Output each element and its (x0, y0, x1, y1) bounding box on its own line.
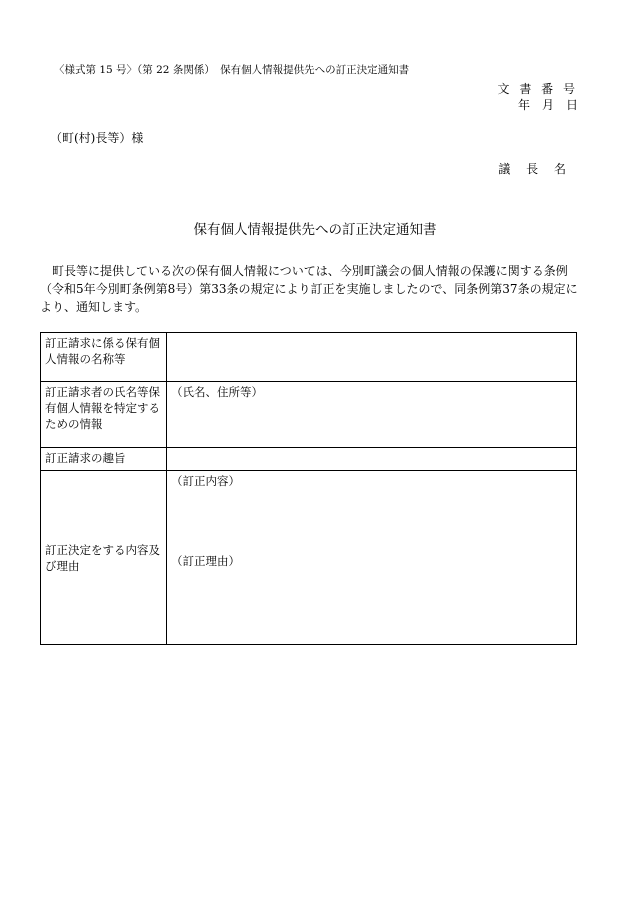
row-value: （氏名、住所等） (167, 382, 577, 448)
row-label: 訂正請求に係る保有個人情報の名称等 (41, 333, 167, 382)
row-value (167, 471, 577, 645)
table-row (41, 382, 577, 448)
form-number-label: 〈様式第 15 号〉（第 22 条関係） 保有個人情報提供先への訂正決定通知書 (54, 64, 410, 76)
body-paragraph: 町長等に提供している次の保有個人情報については、今別町議会の個人情報の保護に関する条例（令和5年今別町条例第8号）第33条の規定により訂正を実施しましたので、同条例第37条の規定により、通知します。 (40, 264, 578, 314)
document-number-label: 文 書 番 号 (497, 82, 578, 96)
row-value (167, 333, 577, 382)
date-label: 年 月 日 (517, 98, 578, 112)
addressee: （町(村)長等）様 (50, 131, 144, 145)
table-row (41, 448, 577, 471)
document-title: 保有個人情報提供先への訂正決定通知書 (193, 222, 437, 238)
info-table (40, 332, 577, 645)
row-label: 訂正請求の趣旨 (41, 448, 167, 471)
row-label: 訂正決定をする内容及び理由 (41, 471, 167, 645)
table-row (41, 471, 577, 645)
row-label: 訂正請求者の氏名等保有個人情報を特定するための情報 (41, 382, 167, 448)
table-row (41, 333, 577, 382)
row-value (167, 448, 577, 471)
sender-name: 議 長 名 (498, 162, 572, 176)
correction-reason-label: （訂正理由） (171, 554, 240, 568)
correction-content-label: （訂正内容） (171, 474, 240, 488)
